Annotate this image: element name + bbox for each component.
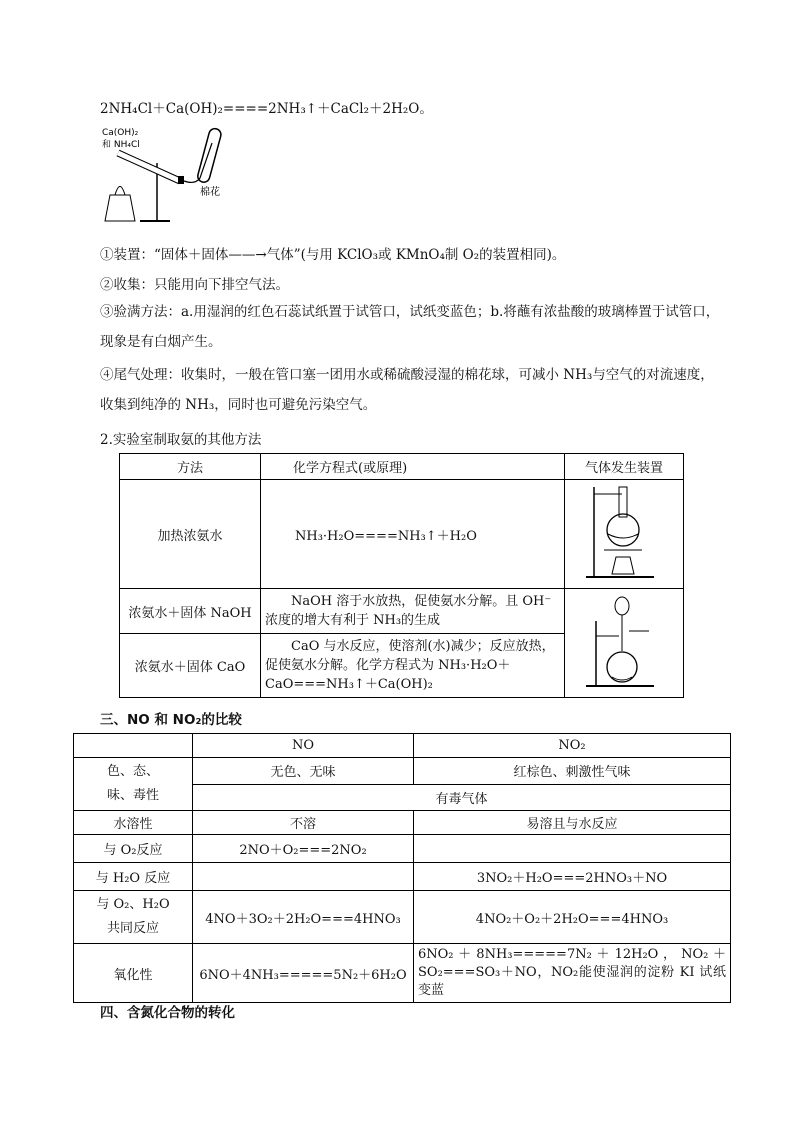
table2-header-blank	[74, 734, 193, 758]
table1-row2-principle: NaOH 溶于水放热，促使氨水分解。且 OH⁻浓度的增大有利于 NH₃的生成	[261, 589, 565, 634]
other-methods-table	[119, 453, 684, 698]
section3-title: 三、NO 和 NO₂的比较	[100, 712, 242, 728]
table2-o2-label: 与 O₂反应	[74, 835, 193, 863]
table2-solubility-no2: 易溶且与水反应	[414, 811, 731, 835]
table1-row1-equation: NH₃·H₂O====NH₃↑＋H₂O	[261, 480, 565, 589]
dropping-funnel-apparatus-figure	[584, 591, 664, 691]
table1-row3-principle: CaO 与水反应，使溶剂(水)减少；反应放热，促使氨水分解。化学方程式为 NH₃·H₂O＋CaO===NH₃↑＋Ca(OH)₂	[261, 634, 565, 698]
item-device: ①装置：“固体＋固体——→气体”(与用 KClO₃或 KMnO₄制 O₂的装置相同)。	[100, 247, 566, 263]
item-collection: ②收集：只能用向下排空气法。	[100, 277, 289, 293]
table2-solubility-no: 不溶	[193, 811, 414, 835]
figure-label-reagent2: 和 NH₄Cl	[102, 140, 140, 150]
table1-header-method: 方法	[120, 454, 261, 480]
table2-color-no2: 红棕色、刺激性气味	[414, 758, 731, 785]
top-equation: 2NH₄Cl＋Ca(OH)₂====2NH₃↑＋CaCl₂＋2H₂O。	[100, 101, 433, 117]
figure-label-reagent1: Ca(OH)₂	[102, 128, 139, 138]
table1-header-apparatus: 气体发生装置	[565, 454, 684, 480]
section4-title: 四、含氮化合物的转化	[100, 1005, 235, 1021]
table2-oxid-no: 6NO＋4NH₃=====5N₂＋6H₂O	[193, 944, 414, 1003]
table1-row1-apparatus	[565, 480, 684, 589]
table1-row2-method: 浓氨水＋固体 NaOH	[120, 589, 261, 634]
table2-joint-no: 4NO＋3O₂＋2H₂O===4HNO₃	[193, 891, 414, 944]
section2-title: 2.实验室制取氨的其他方法	[100, 432, 262, 448]
table2-joint-no2: 4NO₂＋O₂＋2H₂O===4HNO₃	[414, 891, 731, 944]
table2-o2-no2	[414, 835, 731, 863]
table2-solubility-label: 水溶性	[74, 811, 193, 835]
table2-o2-no: 2NO＋O₂===2NO₂	[193, 835, 414, 863]
table2-joint-label: 与 O₂、H₂O 共同反应	[74, 891, 193, 944]
table2-header-no2: NO₂	[414, 734, 731, 758]
table2-h2o-no	[193, 863, 414, 891]
table1-header-equation: 化学方程式(或原理)	[261, 454, 565, 480]
item-full-check: ③验满方法：a.用湿润的红色石蕊试纸置于试管口，试纸变蓝色；b.将蘸有浓盐酸的玻璃棒置于试管口，现象是有白烟产生。	[100, 304, 720, 350]
table1-row23-apparatus	[565, 589, 684, 698]
heating-flask-apparatus-figure	[584, 482, 664, 582]
table2-toxic: 有毒气体	[193, 784, 731, 811]
item-exhaust: ④尾气处理：收集时，一般在管口塞一团用水或稀硫酸浸湿的棉花球，可减小 NH₃与空气的对流速度，收集到纯净的 NH₃，同时也可避免污染空气。	[100, 367, 714, 413]
table2-color-label: 色、态、 味、毒性	[74, 758, 193, 811]
table2-color-no: 无色、无味	[193, 758, 414, 785]
table2-oxid-label: 氧化性	[74, 944, 193, 1003]
table1-row3-method: 浓氨水＋固体 CaO	[120, 634, 261, 698]
table2-h2o-label: 与 H₂O 反应	[74, 863, 193, 891]
table1-row1-method: 加热浓氨水	[120, 480, 261, 589]
no-no2-comparison-table	[73, 733, 731, 1003]
table2-h2o-no2: 3NO₂＋H₂O===2HNO₃＋NO	[414, 863, 731, 891]
figure-label-cotton: 棉花	[200, 187, 220, 198]
ammonia-apparatus-figure	[100, 123, 240, 228]
table2-header-no: NO	[193, 734, 414, 758]
table2-oxid-no2: 6NO₂ ＋ 8NH₃=====7N₂ ＋ 12H₂O ， NO₂ ＋ SO₂===SO₃＋NO，NO₂能使湿润的淀粉 KI 试纸变蓝	[414, 944, 731, 1003]
